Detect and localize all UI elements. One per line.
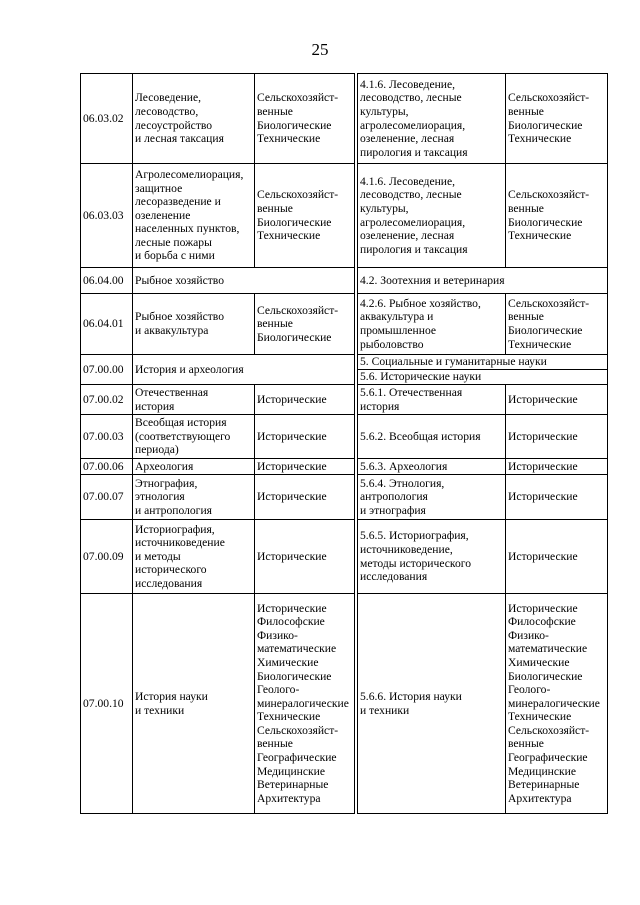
new-name-cell: 5.6.5. Историография, источниковедение, методы исторического исследования — [358, 520, 506, 594]
old-code-cell: 07.00.03 — [81, 415, 133, 459]
old-branches-cell: Исторические — [255, 415, 355, 459]
new-name-cell: 5.6.6. История науки и техники — [358, 594, 506, 814]
table-row — [81, 268, 608, 294]
old-branches-cell: Сельскохозяйст- венные Биологические Технические — [255, 164, 355, 268]
old-code-cell: 07.00.10 — [81, 594, 133, 814]
new-branches-cell: Исторические Философские Физико- математические Химические Биологические Геолого- минералогические Технические Сельскохозяйст- венные Географические Медицинские Ветеринарные Архитектура — [506, 594, 608, 814]
old-branches-cell: Сельскохозяйст- венные Биологические — [255, 294, 355, 355]
old-code-cell: 06.03.02 — [81, 74, 133, 164]
old-code-cell: 07.00.00 — [81, 355, 133, 385]
new-branches-cell: Исторические — [506, 475, 608, 520]
old-name-cell: Рыбное хозяйство и аквакультура — [133, 294, 255, 355]
new-branches-cell: Сельскохозяйст- венные Биологические Технические — [506, 164, 608, 268]
old-branches-cell: Исторические — [255, 385, 355, 415]
old-name-cell: Историография, источниковедение и методы исторического исследования — [133, 520, 255, 594]
old-name-cell: История и археология — [133, 355, 355, 385]
old-branches-cell: Исторические — [255, 520, 355, 594]
new-name-cell: 5.6.3. Археология — [358, 459, 506, 475]
new-branches-cell: Сельскохозяйст- венные Биологические Технические — [506, 74, 608, 164]
old-code-cell: 06.03.03 — [81, 164, 133, 268]
new-name-cell: 4.1.6. Лесоведение, лесоводство, лесные культуры, агролесомелиорация, озеленение, лесная пирология и таксация — [358, 164, 506, 268]
old-name-cell: Археология — [133, 459, 255, 475]
new-name-cell: 5.6. Исторические науки — [358, 370, 608, 385]
old-code-cell: 07.00.02 — [81, 385, 133, 415]
old-name-cell: История науки и техники — [133, 594, 255, 814]
table-row — [81, 459, 608, 475]
new-branches-cell: Сельскохозяйст- венные Биологические Технические — [506, 294, 608, 355]
old-branches-cell: Сельскохозяйст- венные Биологические Технические — [255, 74, 355, 164]
new-branches-cell: Исторические — [506, 520, 608, 594]
new-name-cell: 5.6.4. Этнология, антропология и этнография — [358, 475, 506, 520]
table-row — [81, 415, 608, 459]
table-row — [81, 594, 608, 814]
old-code-cell: 07.00.09 — [81, 520, 133, 594]
old-code-cell: 07.00.06 — [81, 459, 133, 475]
old-branches-cell: Исторические — [255, 475, 355, 520]
table-row — [81, 475, 608, 520]
old-name-cell: Агролесомелиорация, защитное лесоразведение и озеленение населенных пунктов, лесные пожары и борьба с ними — [133, 164, 255, 268]
new-name-cell: 4.2. Зоотехния и ветеринария — [358, 268, 608, 294]
old-name-cell: Этнография, этнология и антропология — [133, 475, 255, 520]
table-row — [81, 164, 608, 268]
new-group-cell: 5. Социальные и гуманитарные науки — [358, 355, 608, 370]
old-branches-cell: Исторические — [255, 459, 355, 475]
page-number: 25 — [311, 40, 329, 59]
new-name-cell: 4.2.6. Рыбное хозяйство, аквакультура и промышленное рыболовство — [358, 294, 506, 355]
new-name-cell: 5.6.2. Всеобщая история — [358, 415, 506, 459]
new-name-cell: 5.6.1. Отечественная история — [358, 385, 506, 415]
old-code-cell: 06.04.01 — [81, 294, 133, 355]
table-row — [81, 294, 608, 355]
old-name-cell: Всеобщая история (соответствующего периода) — [133, 415, 255, 459]
old-code-cell: 06.04.00 — [81, 268, 133, 294]
specialties-table — [80, 73, 608, 814]
old-branches-cell: Исторические Философские Физико- математические Химические Биологические Геолого- минералогические Технические Сельскохозяйст- венные Географические Медицинские Ветеринарные Архитектура — [255, 594, 355, 814]
new-branches-cell: Исторические — [506, 415, 608, 459]
table-row — [81, 355, 608, 370]
new-branches-cell: Исторические — [506, 385, 608, 415]
old-name-cell: Рыбное хозяйство — [133, 268, 355, 294]
old-code-cell: 07.00.07 — [81, 475, 133, 520]
table-row — [81, 520, 608, 594]
old-name-cell: Лесоведение, лесоводство, лесоустройство и лесная таксация — [133, 74, 255, 164]
old-name-cell: Отечественная история — [133, 385, 255, 415]
new-name-cell: 4.1.6. Лесоведение, лесоводство, лесные культуры, агролесомелиорация, озеленение, лесная пирология и таксация — [358, 74, 506, 164]
new-branches-cell: Исторические — [506, 459, 608, 475]
table-row — [81, 385, 608, 415]
table-row — [81, 74, 608, 164]
